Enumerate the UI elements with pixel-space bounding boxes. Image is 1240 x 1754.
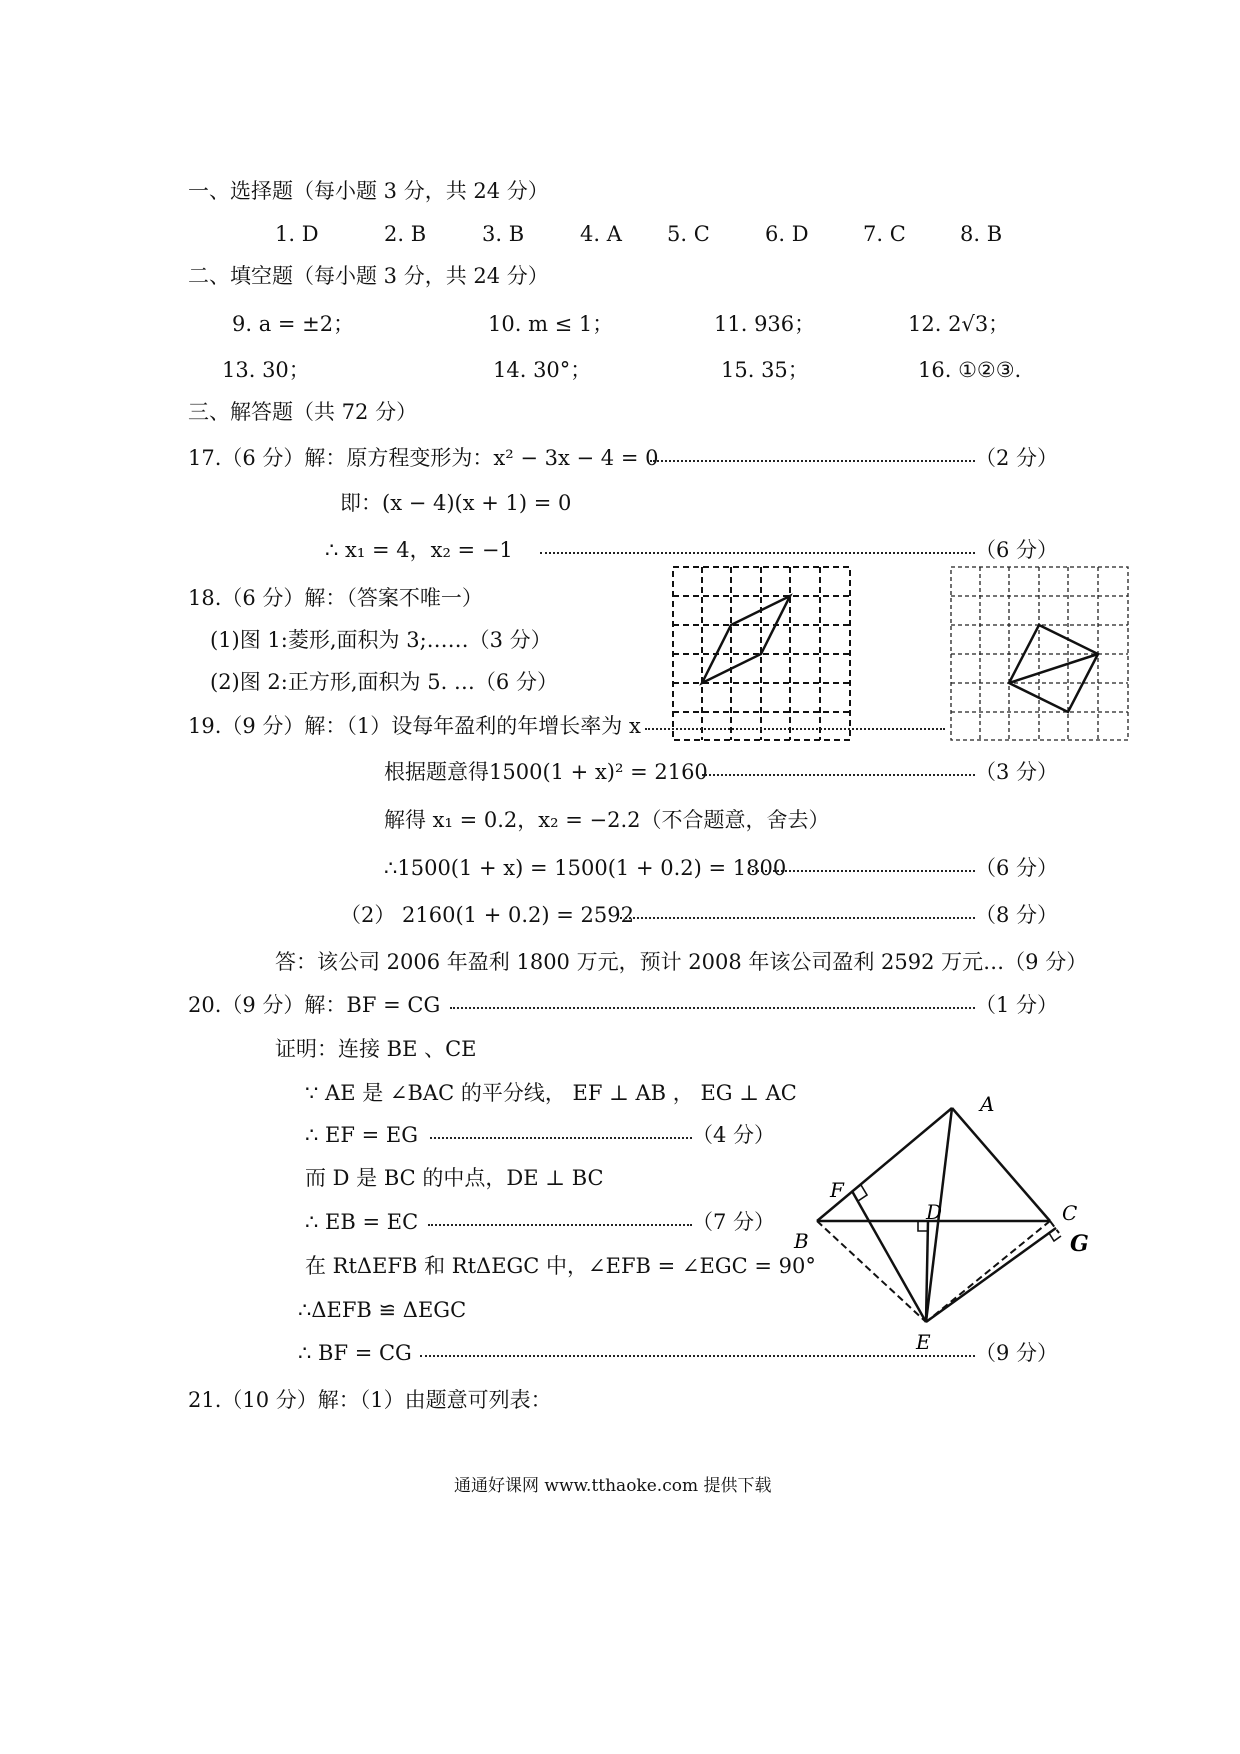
dot-leader <box>620 917 975 919</box>
section-1-title: 一、选择题（每小题 3 分，共 24 分） <box>188 179 549 203</box>
rhombus-shape <box>702 596 790 683</box>
q20-score4: （4 分） <box>692 1123 776 1147</box>
section-3-title: 三、解答题（共 72 分） <box>188 400 418 424</box>
fill-11: 11. 936； <box>714 312 816 336</box>
q18-line2: (1)图 1:菱形,面积为 3;……（3 分） <box>210 628 552 652</box>
answer-5: 5. C <box>667 222 710 246</box>
dot-leader <box>540 552 975 554</box>
q20-score9: （9 分） <box>975 1341 1059 1365</box>
answer-2: 2. B <box>384 222 427 246</box>
label-E: E <box>916 1330 931 1354</box>
q20-line6: ∴ EB = EC <box>305 1210 419 1234</box>
q18-line3: (2)图 2:正方形,面积为 5. …（6 分） <box>210 670 558 694</box>
section-2-title: 二、填空题（每小题 3 分，共 24 分） <box>188 264 549 288</box>
dot-leader <box>428 1224 692 1226</box>
q19-score4: （6 分） <box>975 856 1059 880</box>
q20-line2: 证明：连接 BE 、CE <box>275 1037 477 1061</box>
q17-score1: （2 分） <box>975 446 1059 470</box>
dot-leader <box>645 728 945 730</box>
fill-9: 9. a = ±2； <box>232 312 355 336</box>
answer-1: 1. D <box>275 222 319 246</box>
fill-14: 14. 30°； <box>493 358 592 382</box>
segment-AC <box>952 1108 1050 1221</box>
q19-line4: ∴1500(1 + x) = 1500(1 + 0.2) = 1800 <box>384 856 787 880</box>
figure-1-grid <box>672 566 852 742</box>
dot-leader <box>450 1007 975 1009</box>
label-C: C <box>1062 1201 1078 1225</box>
answer-7: 7. C <box>863 222 906 246</box>
dot-leader <box>702 774 975 776</box>
fill-12: 12. 2√3； <box>908 312 1010 336</box>
q21-line1: 21.（10 分）解：（1）由题意可列表： <box>188 1388 552 1412</box>
q19-line3: 解得 x₁ = 0.2，x₂ = −2.2（不合题意，舍去） <box>384 808 830 832</box>
q18-line1: 18.（6 分）解：（答案不唯一） <box>188 586 483 610</box>
q20-line7: 在 RtΔEFB 和 RtΔEGC 中，∠EFB = ∠EGC = 90° <box>305 1254 816 1278</box>
answer-4: 4. A <box>580 222 622 246</box>
fill-10: 10. m ≤ 1； <box>488 312 614 336</box>
dot-leader <box>430 1137 692 1139</box>
q19-line1: 19.（9 分）解：（1）设每年盈利的年增长率为 x <box>188 714 641 738</box>
q19-line6: 答：该公司 2006 年盈利 1800 万元，预计 2008 年该公司盈利 2592 万元…（9 分） <box>275 950 1088 974</box>
label-B: B <box>794 1229 809 1253</box>
q19-score2: （3 分） <box>975 760 1059 784</box>
answer-3: 3. B <box>482 222 525 246</box>
q20-score6: （7 分） <box>692 1210 776 1234</box>
q19-line5: （2） 2160(1 + 0.2) = 2592 <box>340 903 634 927</box>
q17-line3: ∴ x₁ = 4，x₂ = −1 <box>325 538 513 562</box>
footer-text: 通通好课网 www.tthaoke.com 提供下载 <box>454 1476 772 1496</box>
q20-line5: 而 D 是 BC 的中点，DE ⊥ BC <box>305 1166 604 1190</box>
q17-line2: 即：(x − 4)(x + 1) = 0 <box>340 491 572 515</box>
segment-EF <box>852 1191 926 1322</box>
q17-line1: 17.（6 分）解：原方程变形为：x² − 3x − 4 = 0 <box>188 446 659 470</box>
fill-16: 16. ①②③. <box>918 358 1022 382</box>
label-F: F <box>830 1178 844 1202</box>
geometry-figure <box>794 1085 1120 1365</box>
q20-line3: ∵ AE 是 ∠BAC 的平分线， EF ⊥ AB ， EG ⊥ AC <box>305 1081 797 1105</box>
q20-line8: ∴ΔEFB ≌ ΔEGC <box>298 1298 467 1322</box>
fill-13: 13. 30； <box>222 358 310 382</box>
dot-leader <box>650 460 975 462</box>
figure-2-grid <box>950 566 1130 742</box>
q20-line9: ∴ BF = CG <box>298 1341 412 1365</box>
fill-15: 15. 35； <box>721 358 809 382</box>
q19-score5: （8 分） <box>975 903 1059 927</box>
label-G: G <box>1070 1231 1089 1257</box>
segment-BE <box>817 1221 926 1322</box>
q20-line1: 20.（9 分）解：BF = CG <box>188 993 441 1017</box>
label-D: D <box>926 1200 943 1224</box>
segment-CE <box>926 1221 1050 1322</box>
q20-score1: （1 分） <box>975 993 1059 1017</box>
q20-line4: ∴ EF = EG <box>305 1123 418 1147</box>
segment-EG <box>926 1228 1056 1322</box>
label-A: A <box>980 1092 995 1116</box>
q17-score3: （6 分） <box>975 538 1059 562</box>
answer-8: 8. B <box>960 222 1003 246</box>
q19-line2: 根据题意得1500(1 + x)² = 2160 <box>384 760 708 784</box>
answer-6: 6. D <box>765 222 809 246</box>
dot-leader <box>752 870 975 872</box>
